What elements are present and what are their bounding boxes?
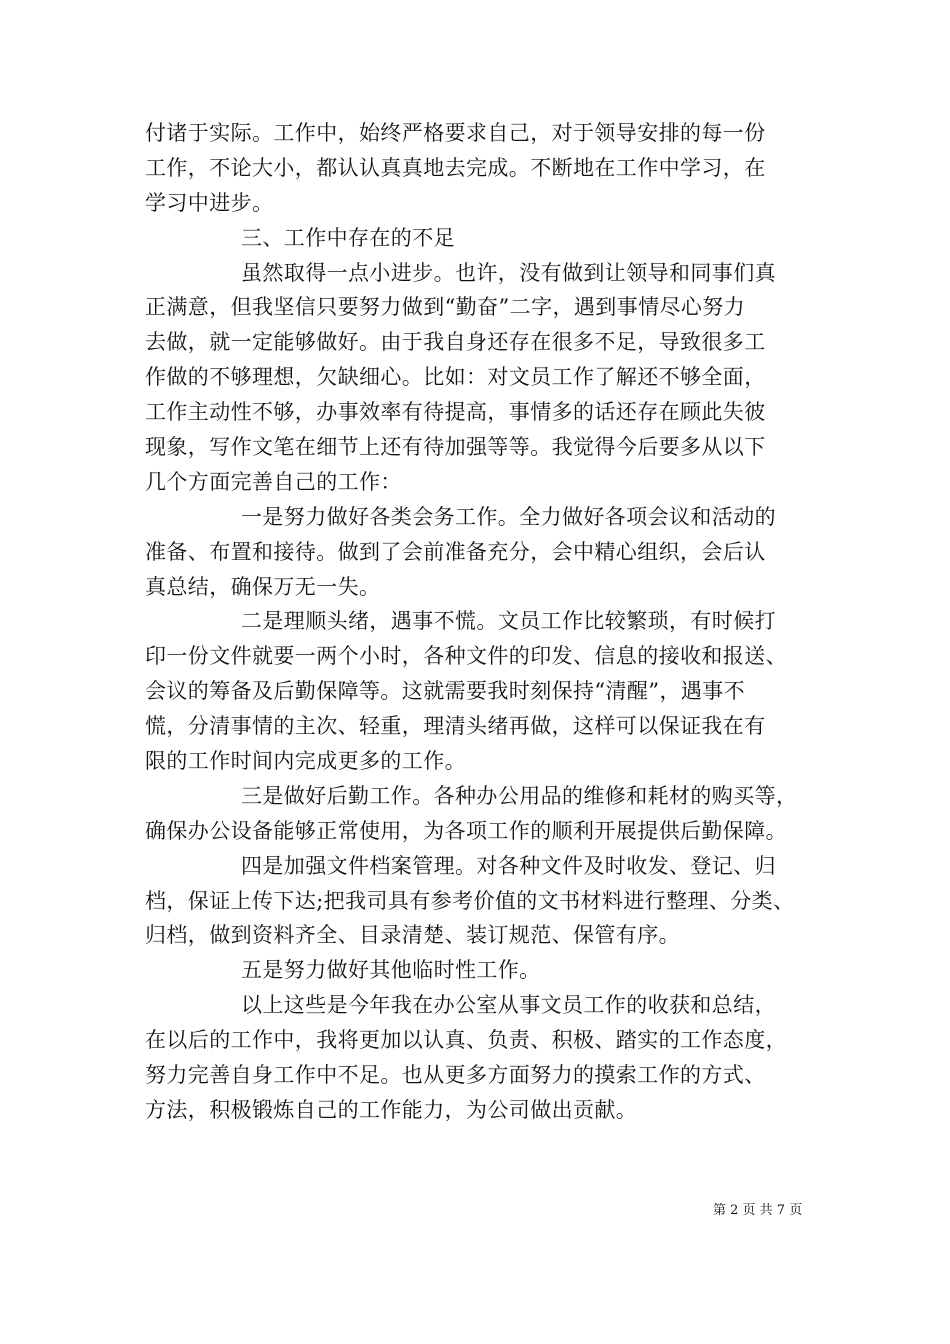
- text-line: 以上这些是今年我在办公室从事文员工作的收获和总结，: [241, 993, 776, 1018]
- text-line: 努力完善自身工作中不足。也从更多方面努力的摸索工作的方式、: [145, 1063, 766, 1088]
- text-line: 去做，就一定能够做好。由于我自身还存在很多不足，导致很多工: [145, 330, 766, 355]
- text-line: 一是努力做好各类会务工作。全力做好各项会议和活动的: [241, 504, 776, 529]
- text-line: 工作，不论大小，都认认真真地去完成。不断地在工作中学习，在: [145, 155, 766, 180]
- text-line: 虽然取得一点小进步。也许，没有做到让领导和同事们真: [241, 260, 776, 285]
- text-line: 限的工作时间内完成更多的工作。: [145, 749, 466, 774]
- section-heading: 三、工作中存在的不足: [241, 225, 455, 250]
- page-number: 第 2 页 共 7 页: [713, 1203, 803, 1218]
- text-line: 付诸于实际。工作中，始终严格要求自己，对于领导安排的每一份: [145, 121, 766, 145]
- text-line: 印一份文件就要一两个小时，各种文件的印发、信息的接收和报送、: [145, 644, 787, 669]
- text-line: 二是理顺头绪，遇事不慌。文员工作比较繁琐，有时候打: [241, 609, 776, 634]
- text-line: 几个方面完善自己的工作：: [145, 469, 402, 494]
- text-line: 确保办公设备能够正常使用，为各项工作的顺利开展提供后勤保障。: [145, 818, 787, 843]
- text-line: 准备、布置和接待。做到了会前准备充分，会中精心组织，会后认: [145, 539, 766, 564]
- text-line: 在以后的工作中，我将更加以认真、负责、积极、踏实的工作态度，: [145, 1028, 787, 1053]
- text-line: 三是做好后勤工作。各种办公用品的维修和耗材的购买等，: [241, 783, 798, 808]
- text-line: 真总结，确保万无一失。: [145, 574, 381, 599]
- text-line: 慌，分清事情的主次、轻重，理清头绪再做，这样可以保证我在有: [145, 714, 766, 739]
- text-line: 归档，做到资料齐全、目录清楚、装订规范、保管有序。: [145, 923, 680, 948]
- text-line: 四是加强文件档案管理。对各种文件及时收发、登记、归: [241, 853, 776, 878]
- text-line: 现象，写作文笔在细节上还有待加强等等。我觉得今后要多从以下: [145, 435, 766, 460]
- document-body: [145, 116, 810, 1128]
- text-line: 会议的筹备及后勤保障等。这就需要我时刻保持“清醒”，遇事不: [145, 679, 746, 704]
- text-line: 五是努力做好其他临时性工作。: [241, 958, 541, 983]
- text-line: 档，保证上传下达;把我司具有参考价值的文书材料进行整理、分类、: [145, 888, 795, 913]
- text-line: 学习中进步。: [145, 190, 274, 215]
- text-line: 正满意，但我坚信只要努力做到“勤奋”二字，遇到事情尽心努力: [145, 295, 746, 320]
- text-line: 工作主动性不够，办事效率有待提高，事情多的话还存在顾此失彼: [145, 400, 766, 425]
- text-line: 作做的不够理想，欠缺细心。比如：对文员工作了解还不够全面，: [145, 365, 766, 390]
- text-line: 方法，积极锻炼自己的工作能力，为公司做出贡献。: [145, 1097, 638, 1122]
